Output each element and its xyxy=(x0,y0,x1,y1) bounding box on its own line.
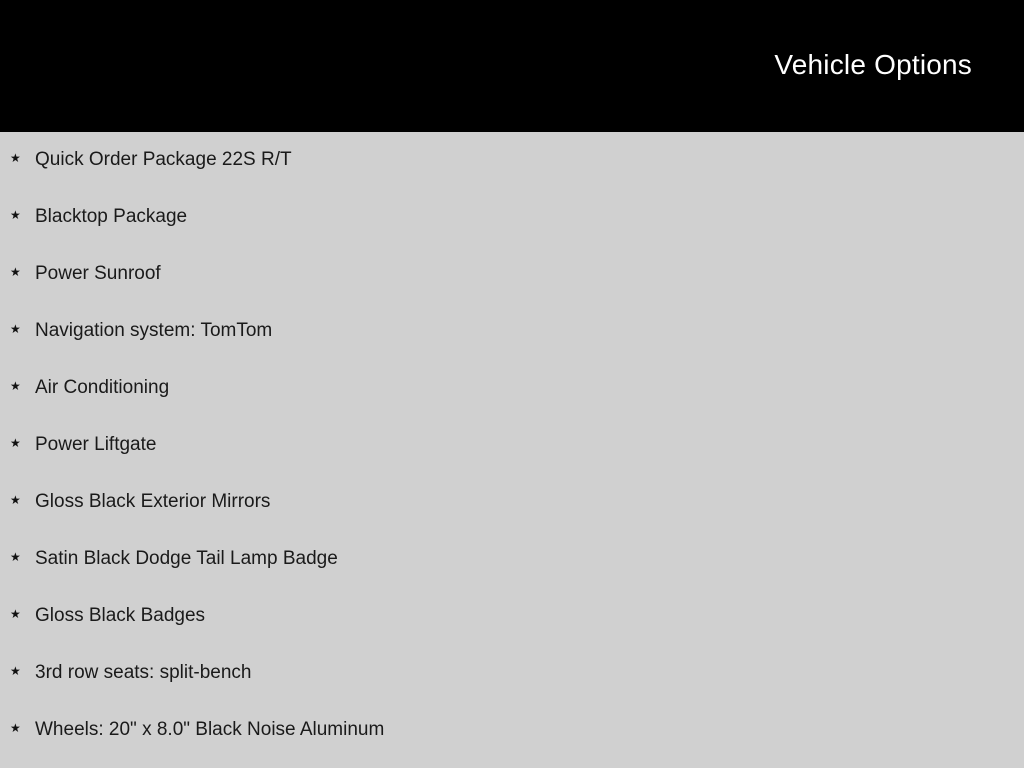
option-label: Air Conditioning xyxy=(35,377,170,398)
option-label: Gloss Black Badges xyxy=(35,605,206,626)
option-item xyxy=(0,531,1024,588)
option-item xyxy=(0,132,1024,189)
option-label: 3rd row seats: split-bench xyxy=(35,662,252,683)
option-label: Satin Black Dodge Tail Lamp Badge xyxy=(35,548,338,569)
option-item xyxy=(0,417,1024,474)
star-icon: ★ xyxy=(10,664,21,678)
star-icon: ★ xyxy=(10,721,21,735)
option-item xyxy=(0,588,1024,645)
options-list xyxy=(0,132,1024,759)
star-icon: ★ xyxy=(10,550,21,564)
header-bar xyxy=(0,0,1024,132)
option-item xyxy=(0,702,1024,759)
star-icon: ★ xyxy=(10,379,21,393)
option-label: Navigation system: TomTom xyxy=(35,320,273,341)
option-item xyxy=(0,246,1024,303)
option-label: Gloss Black Exterior Mirrors xyxy=(35,491,271,512)
star-icon: ★ xyxy=(10,265,21,279)
option-item xyxy=(0,645,1024,702)
star-icon: ★ xyxy=(10,436,21,450)
star-icon: ★ xyxy=(10,208,21,222)
star-icon: ★ xyxy=(10,607,21,621)
option-item xyxy=(0,189,1024,246)
option-label: Wheels: 20" x 8.0" Black Noise Aluminum xyxy=(35,719,385,740)
option-item xyxy=(0,474,1024,531)
star-icon: ★ xyxy=(10,322,21,336)
option-label: Blacktop Package xyxy=(35,206,188,227)
option-item xyxy=(0,303,1024,360)
option-label: Power Sunroof xyxy=(35,263,161,284)
star-icon: ★ xyxy=(10,493,21,507)
option-label: Power Liftgate xyxy=(35,434,157,455)
option-item xyxy=(0,360,1024,417)
page-title: Vehicle Options xyxy=(774,49,972,80)
star-icon: ★ xyxy=(10,151,21,165)
option-label: Quick Order Package 22S R/T xyxy=(35,149,292,170)
